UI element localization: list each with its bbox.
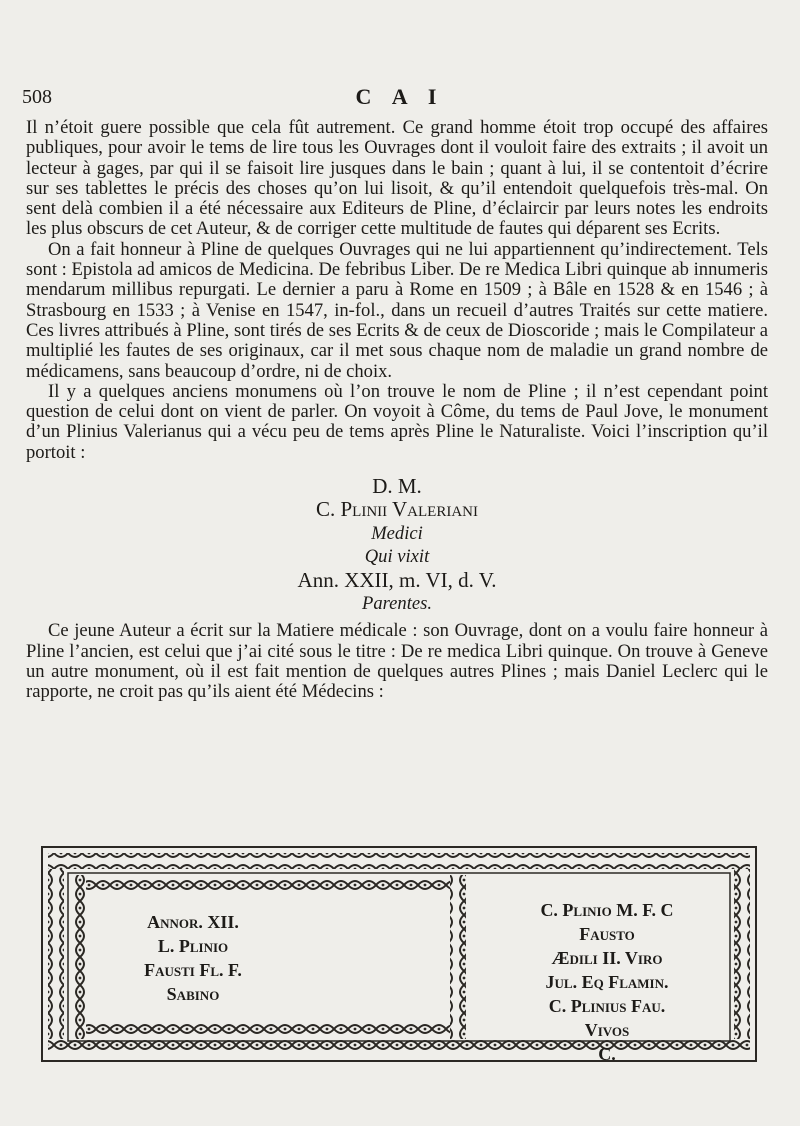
monument-left-line: Sabino xyxy=(166,984,220,1004)
inscription-block xyxy=(26,475,768,615)
monument-right-line: Fausto xyxy=(579,924,635,944)
inscription-line-parentes: Parentes. xyxy=(361,593,433,615)
monument-right-line: C. xyxy=(598,1044,616,1064)
monument-right-inscription xyxy=(493,898,721,1066)
paragraph-4: Ce jeune Auteur a écrit sur la Matiere médicale : son Ouvrage, dont on a voulu faire honneur à Pline l’ancien, est celui que j’ai cité sous le titre : De re medica Libri quinque. On trouve à Geneve un autre monument, où il est fait mention de quelques autres Plines ; mais Daniel Leclerc qui le rapporte, ne croit pas qu’ils aient été Médecins : xyxy=(26,620,768,703)
page-number: 508 xyxy=(22,86,52,108)
inscription-line-age: Ann. XXII, m. VI, d. V. xyxy=(297,567,497,592)
monument-right-line: C. Plinio M. F. C xyxy=(540,900,674,920)
paragraph-1: Il n’étoit guere possible que cela fût autrement. Ce grand homme étoit trop occupé des affaires publiques, pour avoir le tems de lire tous les Ouvrages dont il vouloit faire des extraits ; il avoit un lecteur à gages, par qui il se faisoit lire jusques dans le bain ; quant à lui, il se contentoit d’écrire sur ses tablettes le précis des choses qu’on lui lisoit, & qu’il entendoit quelquefois très-mal. On sent delà combien il a été nécessaire aux Editeurs de Pline, d’éclaircir par leurs notes les endroits les plus obscurs de cet Auteur, & de corriger cette multitude de fautes qui déparent ses Ecrits. xyxy=(26,117,768,240)
running-head: C A I xyxy=(355,84,445,109)
monument-right-line: C. Plinius Fau. xyxy=(548,996,666,1016)
inscription-line-dm: D. M. xyxy=(372,474,422,499)
monument-left-line: Fausti Fl. F. xyxy=(144,960,242,980)
monument-left-line: L. Plinio xyxy=(157,936,229,956)
inscription-line-name: C. Plinii Valeriani xyxy=(315,497,479,522)
inscription-line-medici: Medici xyxy=(371,522,423,544)
paragraph-2: On a fait honneur à Pline de quelques Ouvrages qui ne lui appartiennent qu’indirectement. Tels sont : Epistola ad amicos de Medicina. De febribus Liber. De re Medica Libri quinque ab innumeris mendarum millibus repurgati. Le dernier a paru à Rome en 1509 ; à Bâle en 1528 & en 1546 ; à Strasbourg en 1533 ; à Venise en 1547, in-fol., dans un recueil d’autres Traités sur cette matiere. Ces livres attribués à Pline, sont tirés de ses Ecrits & de ceux de Dioscoride ; mais le Compilateur a multiplié les fautes de ses originaux, car il met sous chaque nom de maladie un grand nombre de médicamens, sans beaucoup d’ordre, ni de choix. xyxy=(26,238,768,382)
monument-right-line: Vivos xyxy=(584,1020,630,1040)
monument-left-inscription xyxy=(94,910,292,1006)
monument-right-line: Ædili II. Viro xyxy=(551,948,663,968)
monument-left-line: Annor. XII. xyxy=(147,912,239,932)
monument-right-line: Jul. Eq Flamin. xyxy=(545,972,669,992)
paragraph-3: Il y a quelques anciens monumens où l’on trouve le nom de Pline ; il n’est cependant point question de celui dont on vient de parler. On voyoit à Côme, du tems de Paul Jove, le monument d’un Plinius Valerianus qui a vécu peu de tems après Pline le Naturaliste. Voici l’inscription qu’il portoit : xyxy=(26,380,768,463)
body-text xyxy=(26,118,768,703)
inscription-line-qui-vixit: Qui vixit xyxy=(364,546,430,568)
